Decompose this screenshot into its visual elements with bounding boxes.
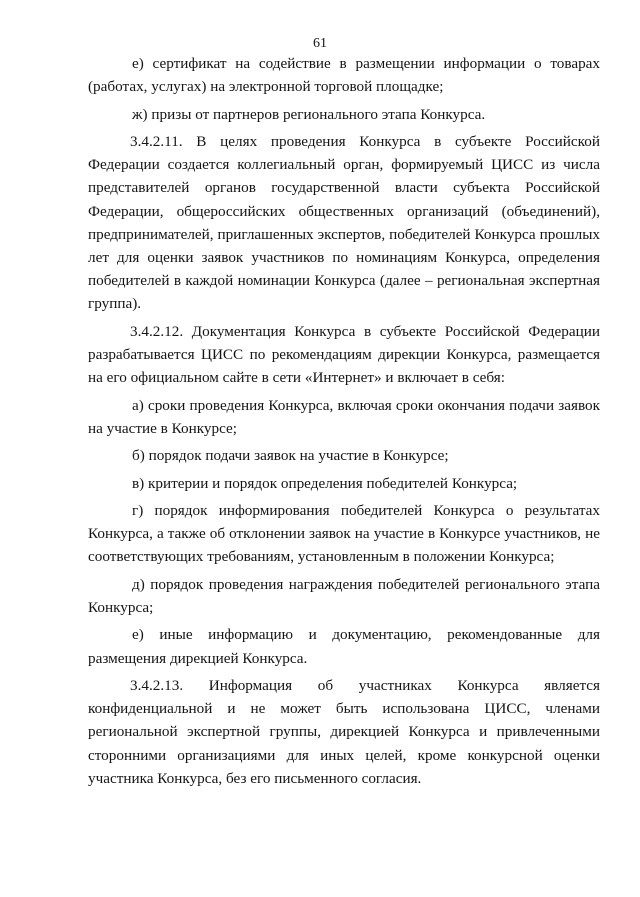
clause-3-4-2-12: 3.4.2.12. Документация Конкурса в субъекте Российской Федерации разрабатывается ЦИСС по рекомендациям дирекции Конкурса, размещается на его официальном сайте в сети «Интернет» и включает в себя:	[88, 322, 600, 387]
list-item-a-deadlines: а) сроки проведения Конкурса, включая сроки окончания подачи заявок на участие в Конкурсе;	[88, 396, 600, 437]
page-number: 61	[313, 36, 327, 51]
document-body	[88, 52, 600, 794]
list-item-d-awarding: д) порядок проведения награждения победителей регионального этапа Конкурса;	[88, 575, 600, 616]
clause-3-4-2-13: 3.4.2.13. Информация об участниках Конкурса является конфиденциальной и не может быть использована ЦИСС, членами региональной экспертной группы, дирекцией Конкурса и привлеченными сторонними организациями для иных целей, кроме конкурсной оценки участника Конкурса, без его письменного согласия.	[88, 676, 600, 787]
list-item-zh-prizes: ж) призы от партнеров регионального этапа Конкурса.	[132, 105, 486, 123]
list-item-b-submission: б) порядок подачи заявок на участие в Конкурсе;	[132, 447, 449, 465]
list-item-e-other-info: е) иные информацию и документацию, рекомендованные для размещения дирекцией Конкурса.	[88, 626, 600, 667]
list-item-e-certificate: е) сертификат на содействие в размещении информации о товарах (работах, услугах) на электронной торговой площадке;	[88, 55, 600, 96]
list-item-g-informing: г) порядок информирования победителей Конкурса о результатах Конкурса, а также об отклонении заявок на участие в Конкурсе участников, не соответствующих требованиям, установленным в положении Конкурса;	[88, 501, 600, 566]
list-item-v-criteria: в) критерии и порядок определения победителей Конкурса;	[132, 474, 518, 492]
clause-3-4-2-11: 3.4.2.11. В целях проведения Конкурса в субъекте Российской Федерации создается коллегиальный орган, формируемый ЦИСС из числа представителей органов государственной власти субъекта Российской Федерации, общероссийских общественных организаций (объединений), предпринимателей, приглашенных экспертов, победителей Конкурса прошлых лет для оценки заявок участников по номинациям Конкурса, определения победителей в каждой номинации Конкурса (далее – региональная экспертная группа).	[88, 132, 600, 313]
